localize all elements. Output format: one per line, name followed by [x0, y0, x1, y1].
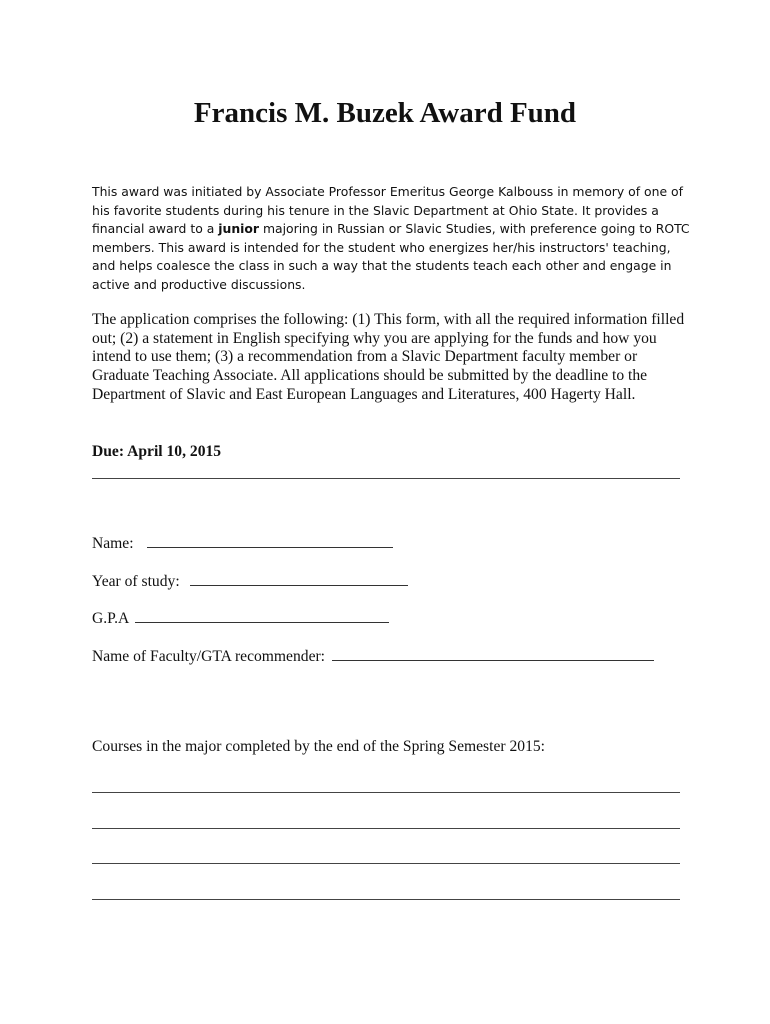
year-of-study-input-line[interactable] [190, 571, 408, 586]
year-of-study-label: Year of study: [92, 573, 180, 590]
courses-label: Courses in the major completed by the end of the Spring Semester 2015: [92, 738, 545, 755]
recommender-input-line[interactable] [332, 646, 654, 661]
year-field-row [92, 571, 408, 592]
intro-bold-junior: junior [218, 221, 260, 236]
application-paragraph: The application comprises the following: (1) This form, with all the required information filled out; (2) a statement in English specifying why you are applying for the funds and how you intend to use them; (3) a recommendation from a Slavic Department faculty member or Graduate Teaching Associate. All applications should be submitted by the deadline to the Department of Slavic and East European Languages and Literatures, 400 Hagerty Hall. [92, 311, 685, 403]
gpa-input-line[interactable] [135, 608, 389, 623]
courses-line-2[interactable] [92, 828, 680, 829]
courses-line-3[interactable] [92, 863, 680, 864]
intro-text-start: This award was initiated by Associate Professor Emeritus George Kalbouss in memory of one of his favorite students during his tenure in the Slavic Department at Ohio State. It provides a financial award to a [92, 184, 683, 236]
gpa-field-row [92, 608, 389, 629]
document-title: Francis M. Buzek Award Fund [193, 97, 577, 129]
courses-line-4[interactable] [92, 899, 680, 900]
recommender-label: Name of Faculty/GTA recommender: [92, 648, 326, 665]
name-label: Name: [92, 535, 134, 552]
courses-line-1[interactable] [92, 792, 680, 793]
name-input-line[interactable] [147, 533, 393, 548]
gpa-label: G.P.A [92, 610, 130, 627]
name-field-row [92, 533, 393, 554]
due-date: Due: April 10, 2015 [92, 443, 222, 460]
intro-text-end: majoring in Russian or Slavic Studies, with preference going to ROTC members. This award is intended for the student who energizes her/his instructors' teaching, and helps coalesce the class in such a way that the students teach each other and engage in active and productive discussions. [92, 221, 690, 292]
section-divider [92, 478, 680, 479]
recommender-field-row [92, 646, 654, 667]
intro-paragraph [92, 183, 692, 294]
